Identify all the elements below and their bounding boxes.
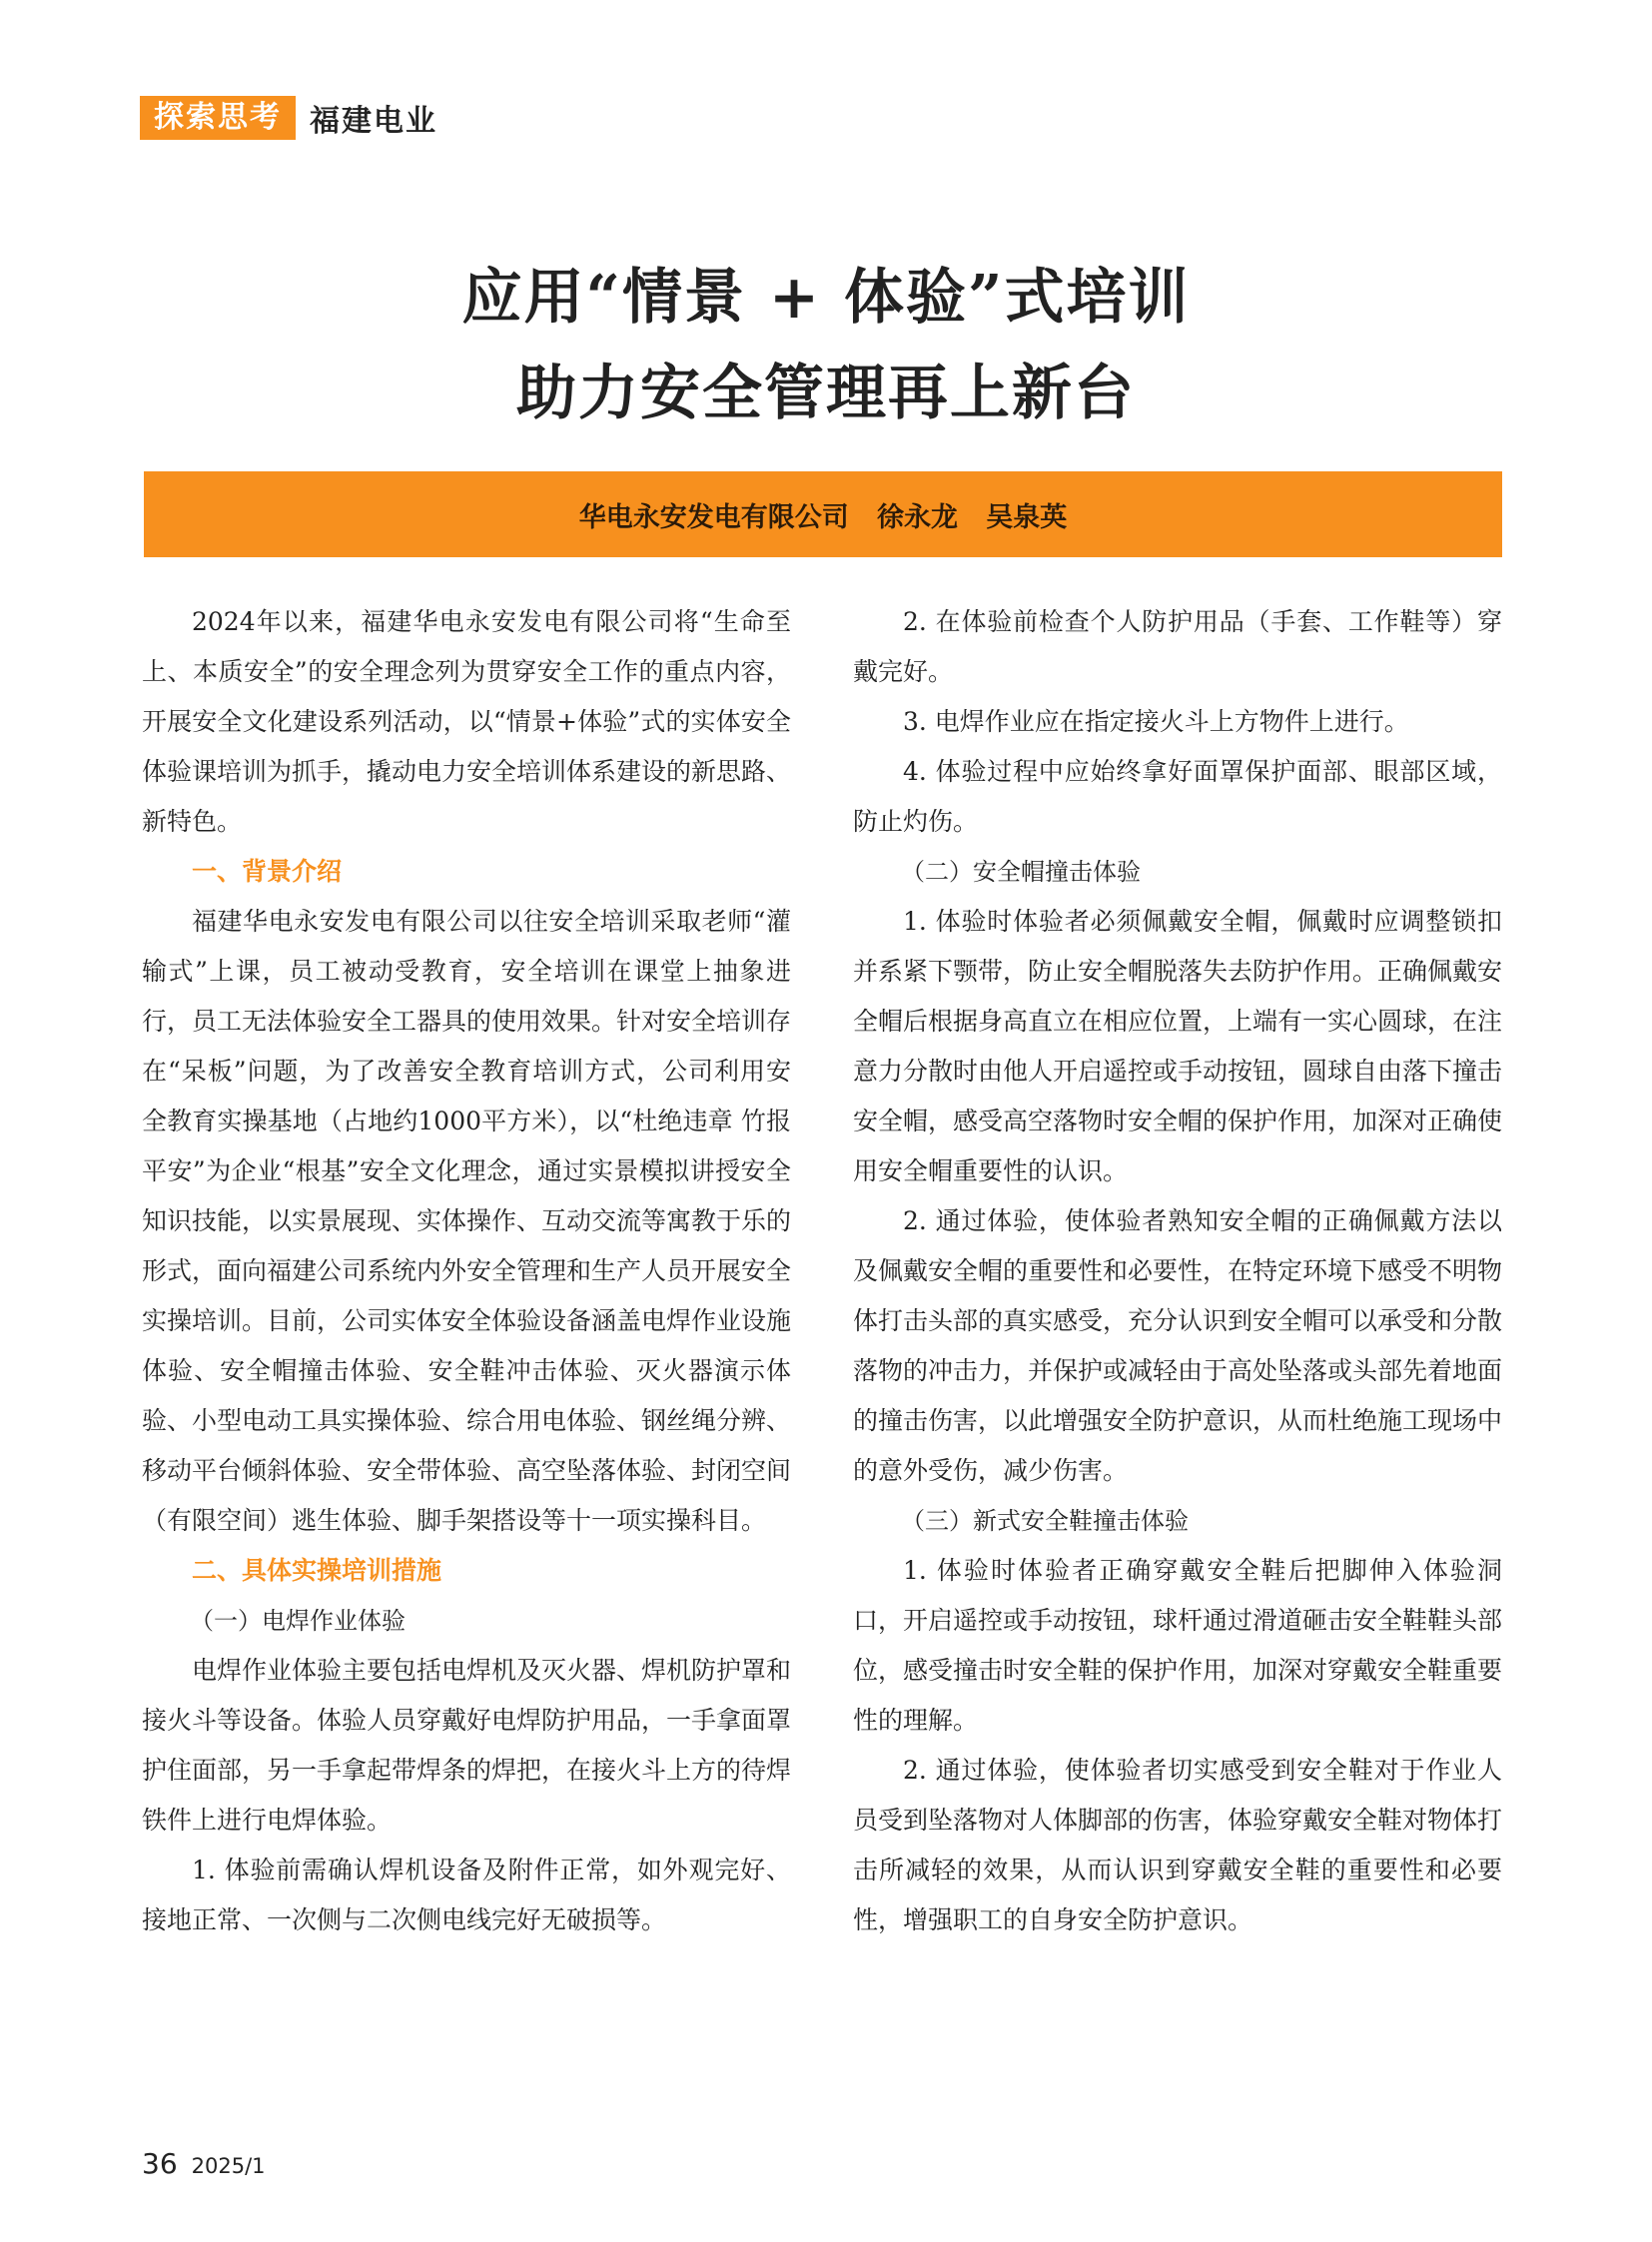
left-column: [142, 597, 791, 1945]
author-line: 华电永安发电有限公司 徐永龙 吴泉英: [578, 501, 1068, 533]
paragraph: 3. 电焊作业应在指定接火斗上方物件上进行。: [903, 707, 1409, 736]
paragraph: 2. 在体验前检查个人防护用品（手套、工作鞋等）穿戴完好。: [853, 607, 1502, 686]
paragraph: 福建华电永安发电有限公司以往安全培训采取老师“灌输式”上课，员工被动受教育，安全培训在课堂上抽象进行，员工无法体验安全工器具的使用效果。针对安全培训存在“呆板”问题，为了改善安全教育培训方式，公司利用安全教育实操基地（占地约1000平方米），以“杜绝违章 竹报平安”为企业“根基”安全文化理念，通过实景模拟讲授安全知识技能，以实景展现、实体操作、互动交流等寓教于乐的形式，面向福建公司系统内外安全管理和生产人员开展安全实操培训。目前，公司实体安全体验设备涵盖电焊作业设施体验、安全帽撞击体验、安全鞋冲击体验、灭火器演示体验、小型电动工具实操体验、综合用电体验、钢丝绳分辨、移动平台倾斜体验、安全带体验、高空坠落体验、封闭空间（有限空间）逃生体验、脚手架搭设等十一项实操科目。: [142, 907, 792, 1535]
paragraph: 1. 体验时体验者必须佩戴安全帽，佩戴时应调整锁扣并系紧下颚带，防止安全帽脱落失去防护作用。正确佩戴安全帽后根据身高直立在相应位置，上端有一实心圆球，在注意力分散时由他人开启遥控或手动按钮，圆球自由落下撞击安全帽，感受高空落物时安全帽的保护作用，加深对正确使用安全帽重要性的认识。: [853, 907, 1503, 1185]
section-heading: 二、具体实操培训措施: [192, 1556, 442, 1585]
subsection-heading: （二）安全帽撞击体验: [901, 858, 1141, 886]
page-footer: [142, 2147, 266, 2180]
section-heading: 一、背景介绍: [192, 857, 343, 886]
page-header: [140, 96, 437, 140]
paragraph: 1. 体验前需确认焊机设备及附件正常，如外观完好、接地正常、一次侧与二次侧电线完好无破损等。: [142, 1856, 791, 1934]
paragraph: 2024年以来，福建华电永安发电有限公司将“生命至上、本质安全”的安全理念列为贯穿安全工作的重点内容，开展安全文化建设系列活动，以“情景+体验”式的实体安全体验课培训为抓手，撬动电力安全培训体系建设的新思路、新特色。: [142, 607, 792, 836]
paragraph: 电焊作业体验主要包括电焊机及灭火器、焊机防护罩和接火斗等设备。体验人员穿戴好电焊防护用品，一手拿面罩护住面部，另一手拿起带焊条的焊把，在接火斗上方的待焊铁件上进行电焊体验。: [142, 1656, 792, 1835]
paragraph: 1. 体验时体验者正确穿戴安全鞋后把脚伸入体验洞口，开启遥控或手动按钮，球杆通过滑道砸击安全鞋鞋头部位，感受撞击时安全鞋的保护作用，加深对穿戴安全鞋重要性的理解。: [853, 1556, 1503, 1735]
right-column: [853, 597, 1502, 1945]
author-bar: [144, 471, 1502, 557]
issue-label: 2025/1: [191, 2154, 266, 2178]
subsection-heading: （一）电焊作业体验: [190, 1607, 406, 1635]
magazine-name: 福建电业: [310, 104, 437, 139]
title-line-2: 助力安全管理再上新台: [516, 359, 1136, 428]
title-line-1: 应用“情景 + 体验”式培训: [461, 263, 1191, 333]
page-number: 36: [142, 2147, 178, 2180]
paragraph: 4. 体验过程中应始终拿好面罩保护面部、眼部区域，防止灼伤。: [853, 757, 1502, 836]
section-tag: 探索思考: [140, 96, 296, 140]
paragraph: 2. 通过体验，使体验者熟知安全帽的正确佩戴方法以及佩戴安全帽的重要性和必要性，在特定环境下感受不明物体打击头部的真实感受，充分认识到安全帽可以承受和分散落物的冲击力，并保护或减轻由于高处坠落或头部先着地面的撞击伤害，以此增强安全防护意识，从而杜绝施工现场中的意外受伤，减少伤害。: [853, 1206, 1503, 1485]
subsection-heading: （三）新式安全鞋撞击体验: [901, 1507, 1189, 1535]
article-title: [0, 250, 1652, 441]
paragraph: 2. 通过体验，使体验者切实感受到安全鞋对于作业人员受到坠落物对人体脚部的伤害，体验穿戴安全鞋对物体打击所减轻的效果，从而认识到穿戴安全鞋的重要性和必要性，增强职工的自身安全防护意识。: [853, 1756, 1503, 1934]
